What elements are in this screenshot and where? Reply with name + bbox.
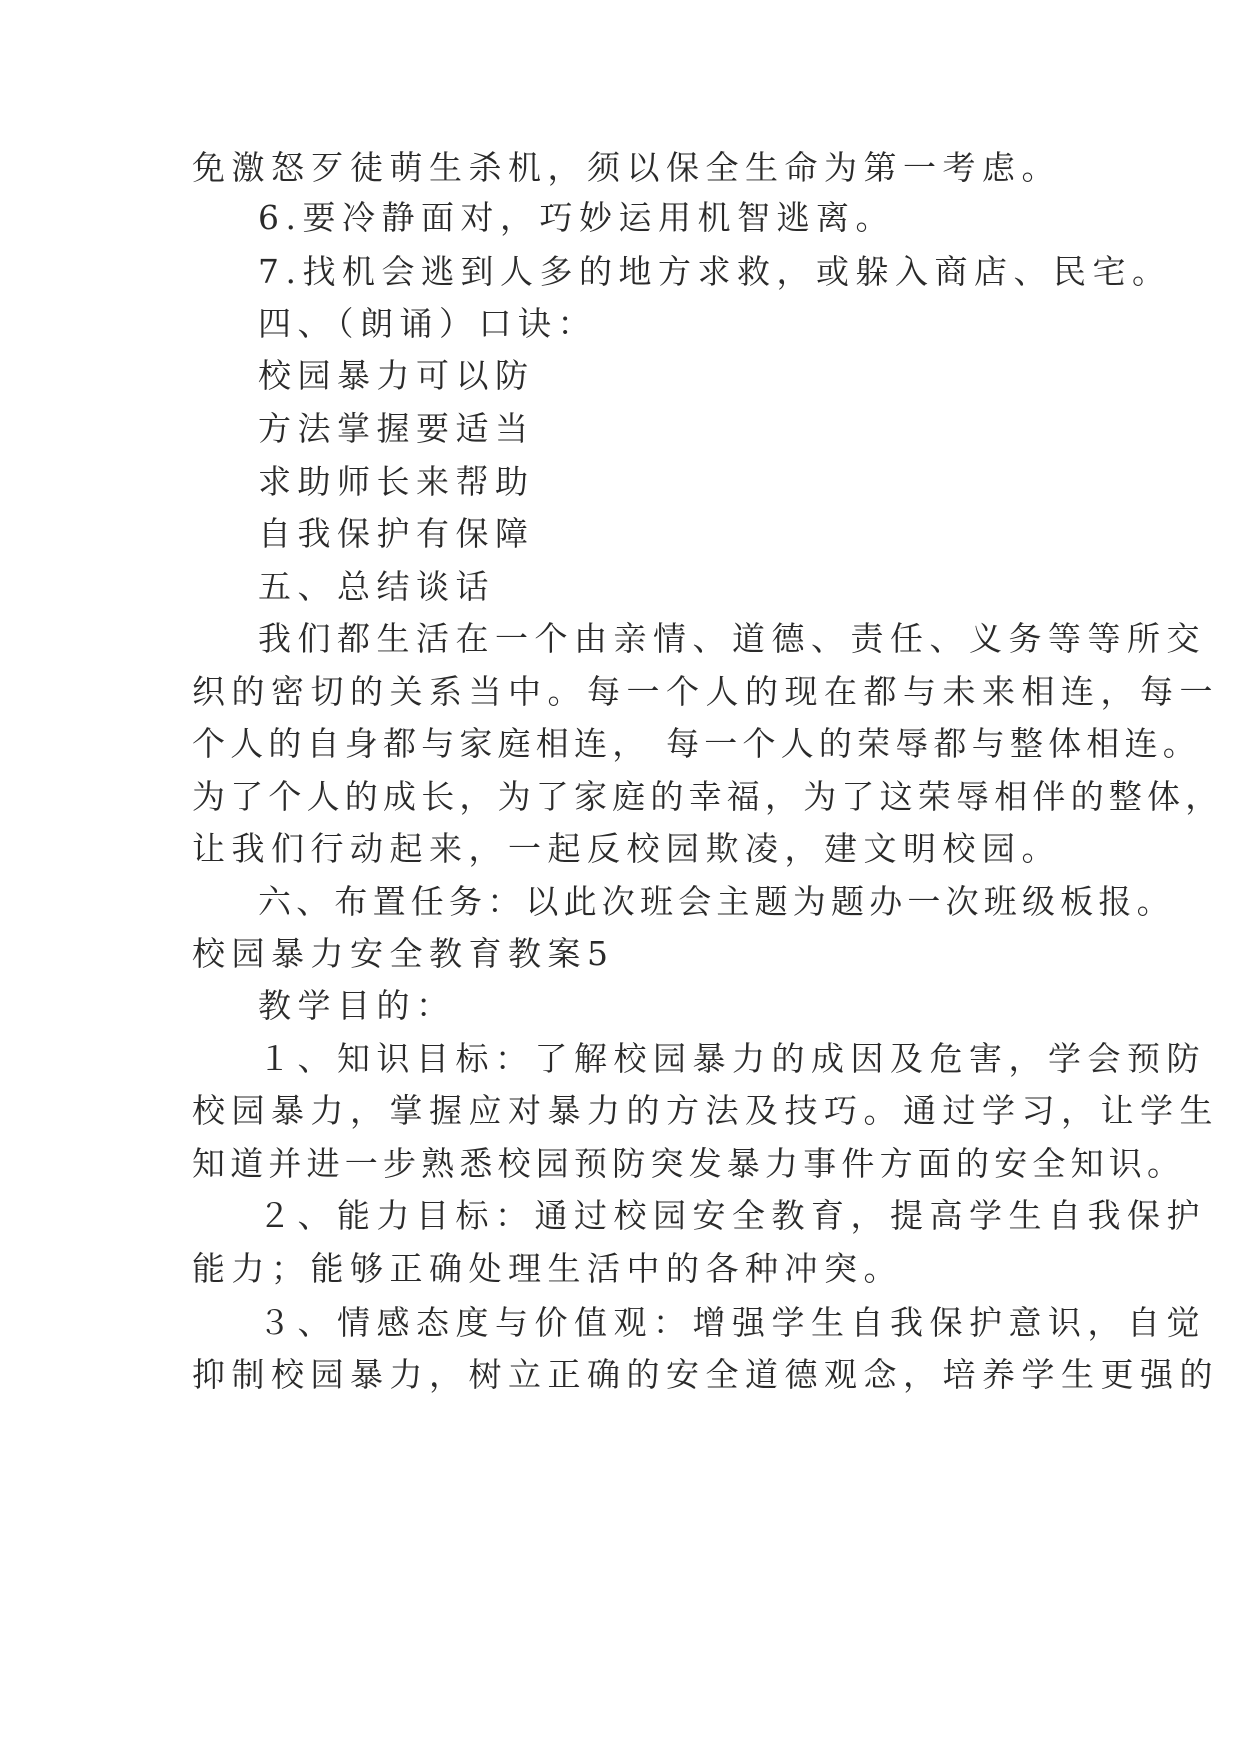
verse-line: 方法掌握要适当	[258, 409, 535, 448]
paragraph-line: １、知识目标：了解校园暴力的成因及危害，学会预防	[258, 1039, 1206, 1078]
paragraph-line: 抑制校园暴力，树立正确的安全道德观念，培养学生更强的	[192, 1355, 1219, 1394]
paragraph-line: 织的密切的关系当中。每一个人的现在都与未来相连，每一	[192, 672, 1219, 711]
section-heading: 四、（朗诵）口诀：	[258, 304, 597, 343]
verse-line: 求助师长来帮助	[258, 462, 535, 501]
verse-line: 校园暴力可以防	[258, 356, 535, 395]
section-heading: 五、总结谈话	[258, 567, 495, 606]
document-title: 校园暴力安全教育教案5	[192, 934, 615, 973]
paragraph-line: ３、情感态度与价值观：增强学生自我保护意识，自觉	[258, 1303, 1206, 1342]
list-item: 6.要冷静面对，巧妙运用机智逃离。	[258, 198, 895, 237]
paragraph-line: 知道并进一步熟悉校园预防突发暴力事件方面的安全知识。	[192, 1144, 1186, 1183]
verse-line: 自我保护有保障	[258, 514, 535, 553]
section-heading: 六、布置任务：以此次班会主题为题办一次班级板报。	[258, 882, 1175, 921]
list-item: 7.找机会逃到人多的地方求救，或躲入商店、民宅。	[258, 252, 1172, 291]
paragraph-line: 免激怒歹徒萌生杀机，须以保全生命为第一考虑。	[192, 148, 1061, 187]
paragraph-line: ２、能力目标：通过校园安全教育，提高学生自我保护	[258, 1196, 1206, 1235]
paragraph-line: 让我们行动起来，一起反校园欺凌，建文明校园。	[192, 829, 1061, 868]
section-heading: 教学目的：	[258, 986, 456, 1025]
paragraph-line: 校园暴力，掌握应对暴力的方法及技巧。通过学习，让学生	[192, 1091, 1219, 1130]
paragraph-line: 个人的自身都与家庭相连， 每一个人的荣辱都与整体相连。	[192, 724, 1201, 763]
paragraph-line: 为了个人的成长，为了家庭的幸福，为了这荣辱相伴的整体，	[192, 777, 1224, 816]
paragraph-line: 能力；能够正确处理生活中的各种冲突。	[192, 1249, 903, 1288]
paragraph-line: 我们都生活在一个由亲情、道德、责任、义务等等所交	[258, 619, 1206, 658]
